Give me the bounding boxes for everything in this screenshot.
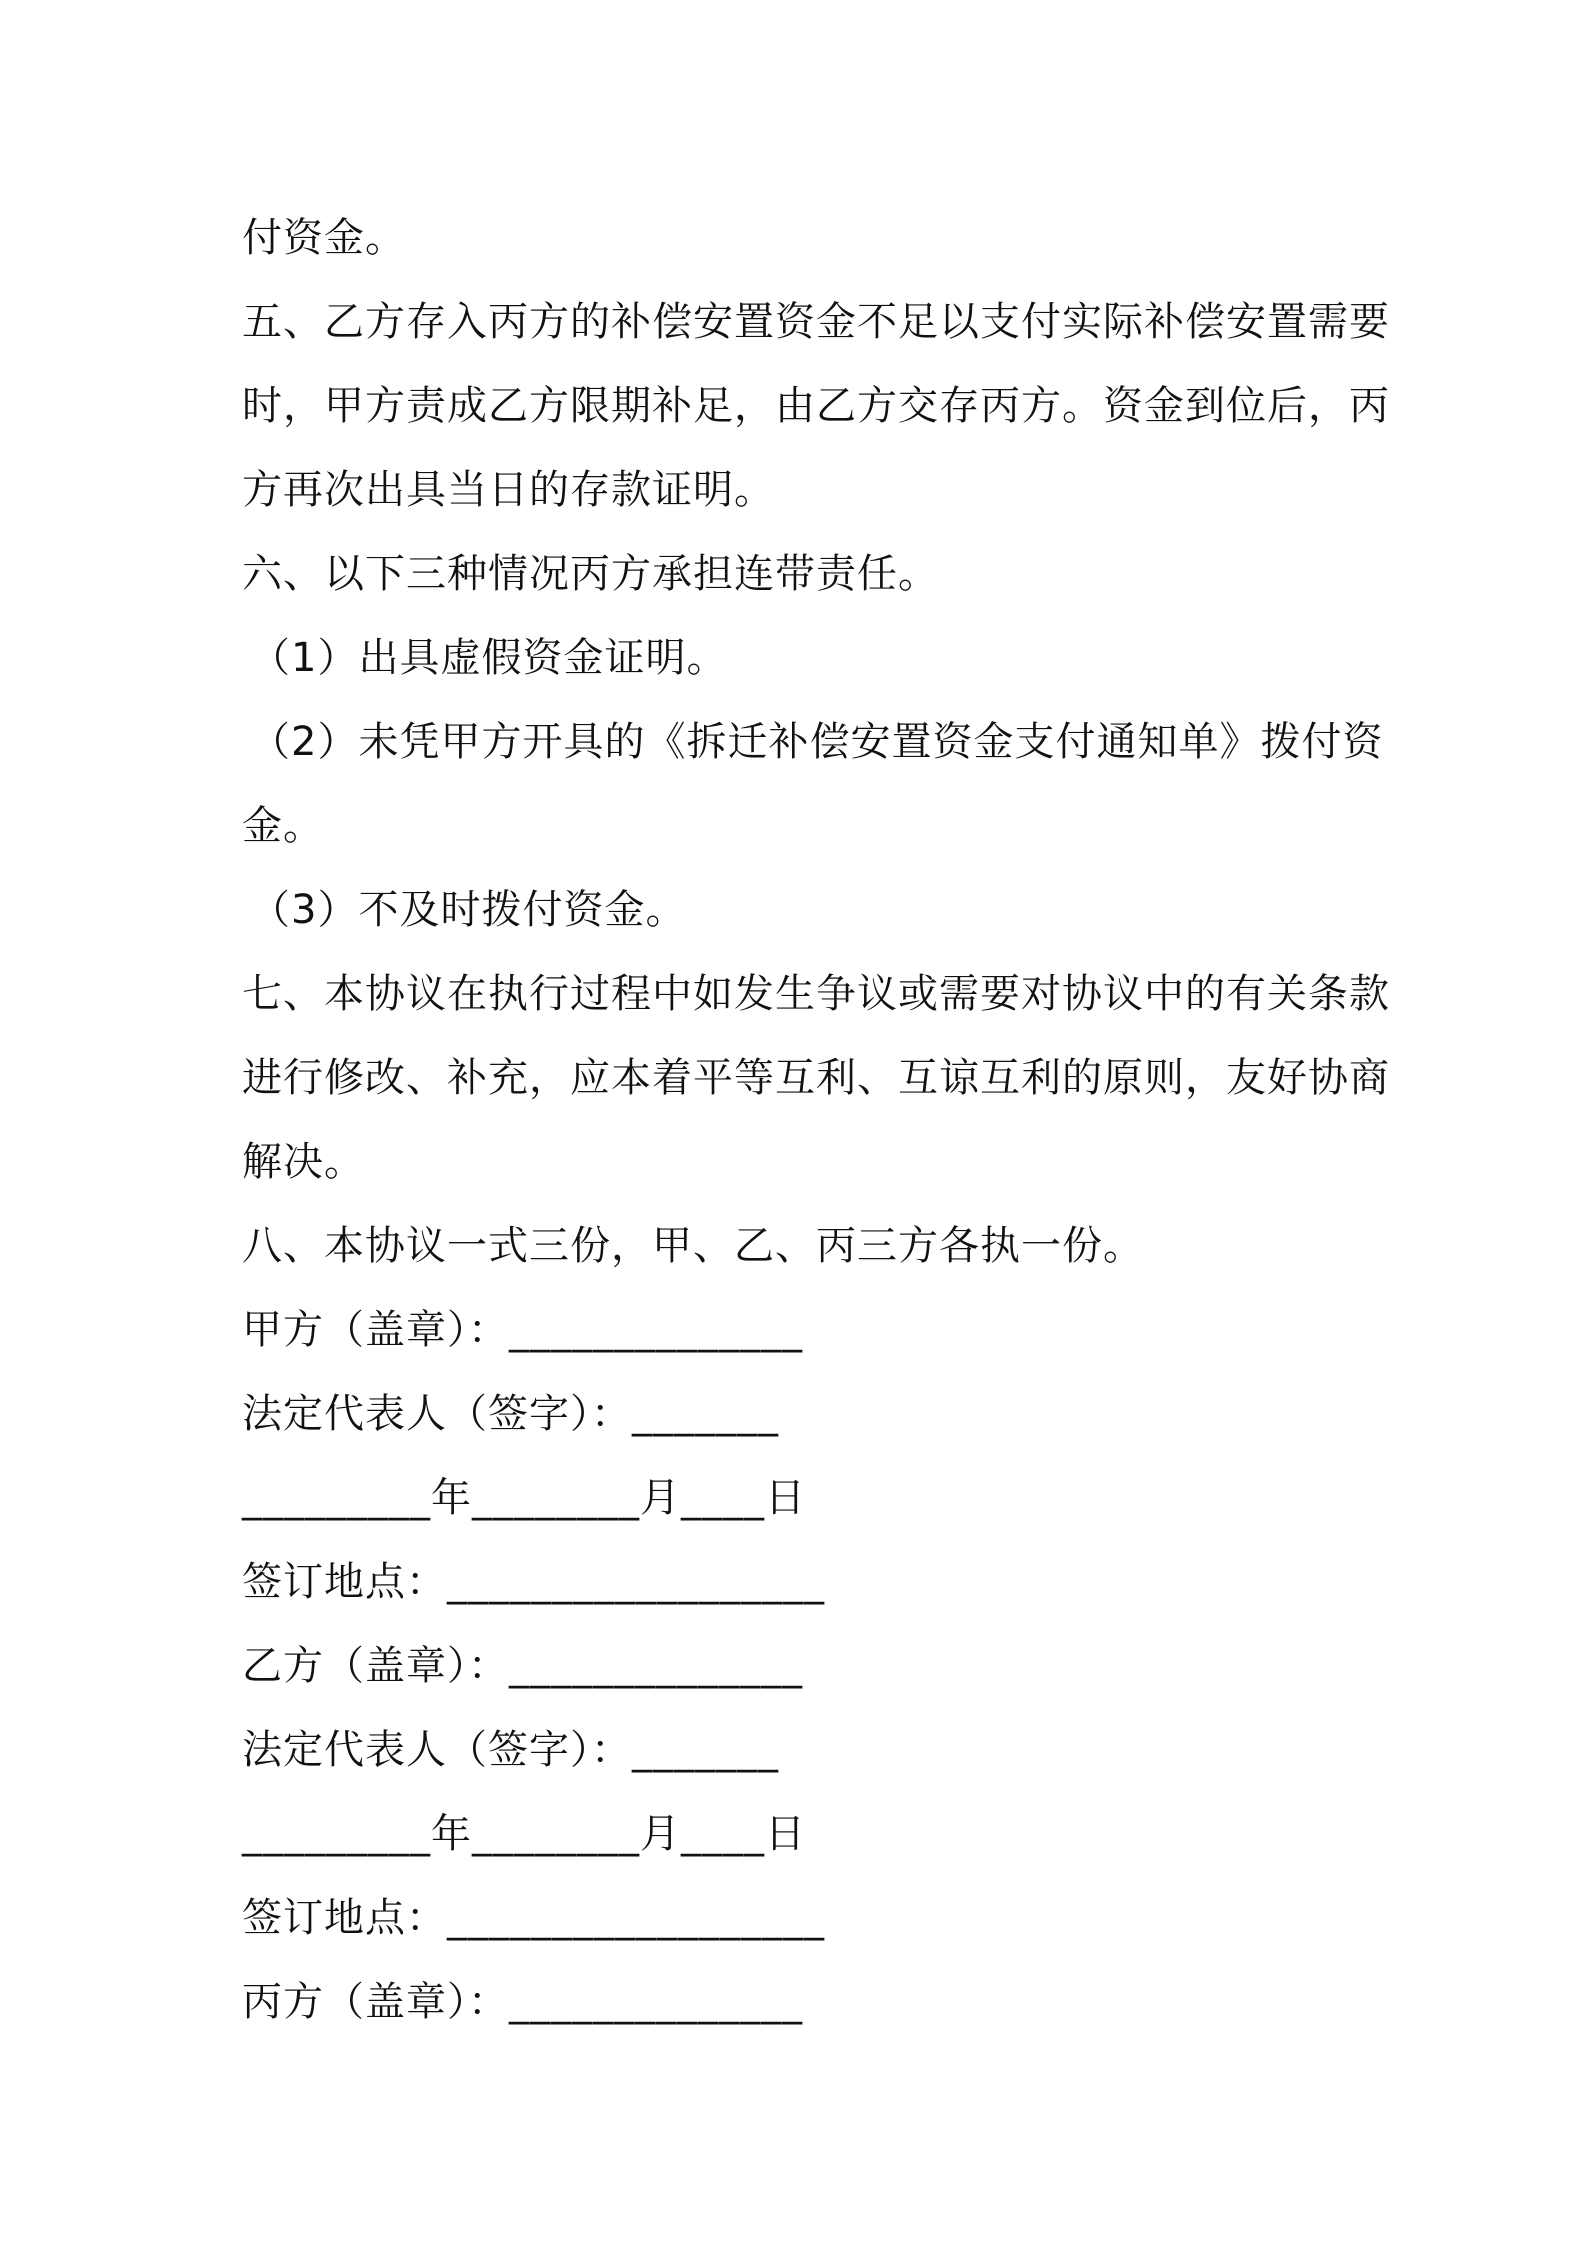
clause-six-item-2-line-2: 金。 <box>242 803 324 849</box>
text-line-continued-payment: 付资金。 <box>242 215 406 261</box>
party-b-seal-line: 乙方（盖章）：______________ <box>242 1643 803 1689</box>
party-b-date-line: _________年________月____日 <box>242 1811 806 1857</box>
clause-six-item-3: （3）不及时拨付资金。 <box>250 887 687 933</box>
party-a-legal-rep-signature-line: 法定代表人（签字）：_______ <box>242 1391 779 1437</box>
agreement-text <box>242 196 1390 2044</box>
party-a-signing-location-line: 签订地点：__________________ <box>242 1559 825 1605</box>
clause-five-line-3: 方再次出具当日的存款证明。 <box>242 467 775 513</box>
clause-seven-line-1: 七、本协议在执行过程中如发生争议或需要对协议中的有关条款 <box>242 971 1390 1017</box>
clause-eight: 八、本协议一式三份，甲、乙、丙三方各执一份。 <box>242 1223 1144 1269</box>
party-a-date-line: _________年________月____日 <box>242 1475 806 1521</box>
clause-seven-line-2: 进行修改、补充，应本着平等互利、互谅互利的原则，友好协商 <box>242 1055 1390 1101</box>
clause-six-item-1: （1）出具虚假资金证明。 <box>250 635 728 681</box>
party-b-legal-rep-signature-line: 法定代表人（签字）：_______ <box>242 1727 779 1773</box>
clause-six-item-2-line-1: （2）未凭甲方开具的《拆迁补偿安置资金支付通知单》拨付资 <box>250 719 1384 765</box>
clause-five-line-1: 五、乙方存入丙方的补偿安置资金不足以支付实际补偿安置需要 <box>242 299 1390 345</box>
clause-six-heading: 六、以下三种情况丙方承担连带责任。 <box>242 551 939 597</box>
party-c-seal-line: 丙方（盖章）：______________ <box>242 1979 803 2025</box>
clause-seven-line-3: 解决。 <box>242 1139 365 1185</box>
clause-five-line-2: 时，甲方责成乙方限期补足，由乙方交存丙方。资金到位后，丙 <box>242 383 1390 429</box>
party-b-signing-location-line: 签订地点：__________________ <box>242 1895 825 1941</box>
party-a-seal-line: 甲方（盖章）：______________ <box>242 1307 803 1353</box>
